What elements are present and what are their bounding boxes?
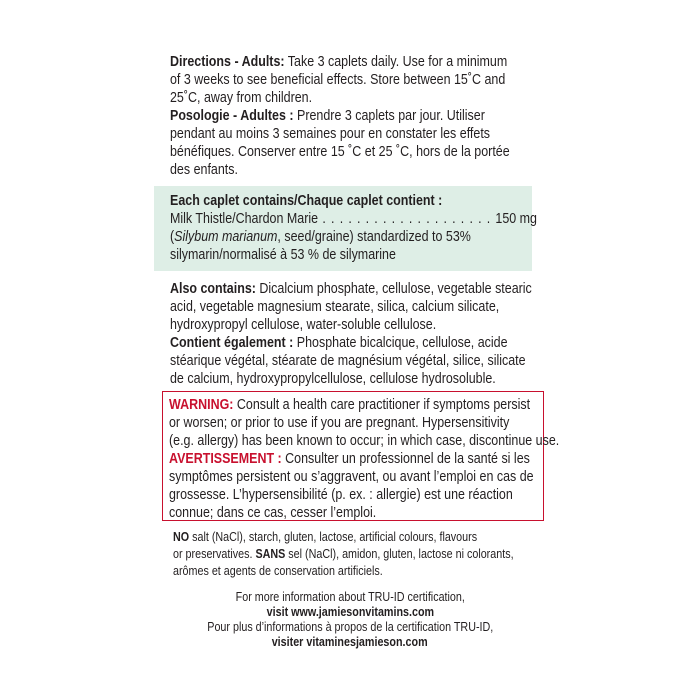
ingredient-row [170, 210, 597, 228]
also-contains-en-heading: Also contains: [170, 281, 256, 297]
warning-fr-heading: AVERTISSEMENT : [169, 451, 282, 467]
footer-line-2 [154, 605, 546, 620]
footer-line-3: Pour plus d’informations à propos de la certification TRU-ID, [206, 620, 494, 634]
directions-en-line-3: 25˚C, away from children. [170, 90, 313, 106]
warning-en-line-2: or worsen; or prior to use if you are pregnant. Hypersensitivity [169, 415, 510, 431]
ingredient-standardization-line: silymarin/normalisé à 53 % de silymarine [170, 247, 396, 263]
also-contains-fr-heading: Contient également : [170, 335, 294, 351]
directions-fr-line-4: des enfants. [170, 162, 238, 178]
warning-en-line-3: (e.g. allergy) has been known to occur; in which case, discontinue use. [169, 433, 560, 449]
ingredient-name: Milk Thistle/Chardon Marie [170, 211, 319, 227]
footer-url-en: visit www.jamiesonvitamins.com [266, 605, 434, 619]
also-contains-fr-line-1: Contient également : Phosphate bicalcique, cellulose, acide [170, 335, 508, 351]
directions-fr-line-3: bénéfiques. Conserver entre 15 ˚C et 25 ˚C, hors de la portée [170, 144, 510, 160]
also-contains-en-line-3: hydroxypropyl cellulose, water-soluble cellulose. [170, 317, 437, 333]
also-contains-fr-line-3: de calcium, hydroxypropylcellulose, cellulose hydrosoluble. [170, 371, 496, 387]
directions-fr-line-2: pendant au moins 3 semaines pour en constater les effets [170, 126, 491, 142]
free-from-line-3: arômes et agents de conservation artificiels. [173, 564, 383, 578]
also-contains-en-line-2: acid, vegetable magnesium stearate, silica, calcium silicate, [170, 299, 500, 315]
warning-fr-line-4: connue; dans ce cas, cesser l’emploi. [169, 505, 377, 521]
directions-fr-heading: Posologie - Adultes : [170, 108, 294, 124]
footer-line-1: For more information about TRU-ID certification, [235, 590, 465, 604]
directions-fr-line-1: Posologie - Adultes : Prendre 3 caplets par jour. Utiliser [170, 108, 485, 124]
footer-url-fr: visiter vitaminesjamieson.com [272, 635, 428, 649]
warning-en-heading: WARNING: [169, 397, 234, 413]
warning-fr-line-1: AVERTISSEMENT : Consulter un professionnel de la santé si les [169, 451, 530, 467]
also-contains-fr-line-2: stéarique végétal, stéarate de magnésium végétal, silice, silicate [170, 353, 526, 369]
warning-en-line-1: WARNING: Consult a health care practitioner if symptoms persist [169, 397, 531, 413]
ingredient-latin-name: Silybum marianum [174, 229, 278, 245]
ingredient-latin-line: (Silybum marianum, seed/graine) standardized to 53% [170, 229, 471, 245]
footer-line-4 [154, 635, 546, 650]
ingredients-heading: Each caplet contains/Chaque caplet contient : [170, 193, 443, 209]
free-from-line-2: or preservatives. SANS sel (NaCl), amidon, gluten, lactose ni colorants, [173, 547, 514, 561]
free-from-no: NO [173, 530, 190, 544]
ingredient-leader-dots: . . . . . . . . . . . . . . . . . . . . [318, 211, 496, 227]
warning-fr-line-2: symptômes persistent ou s’aggravent, ou avant l’emploi en cas de [169, 469, 534, 485]
ingredient-amount: 150 mg [495, 211, 537, 227]
warning-fr-line-3: grossesse. L’hypersensibilité (p. ex. : allergie) est une réaction [169, 487, 513, 503]
directions-en-heading: Directions - Adults: [170, 54, 285, 70]
directions-en-line-2: of 3 weeks to see beneficial effects. Store between 15˚C and [170, 72, 506, 88]
free-from-sans: SANS [255, 547, 286, 561]
also-contains-en-line-1: Also contains: Dicalcium phosphate, cellulose, vegetable stearic [170, 281, 532, 297]
directions-en-line-1: Directions - Adults: Take 3 caplets daily. Use for a minimum [170, 54, 508, 70]
free-from-line-1: NO salt (NaCl), starch, gluten, lactose, artificial colours, flavours [173, 530, 478, 544]
